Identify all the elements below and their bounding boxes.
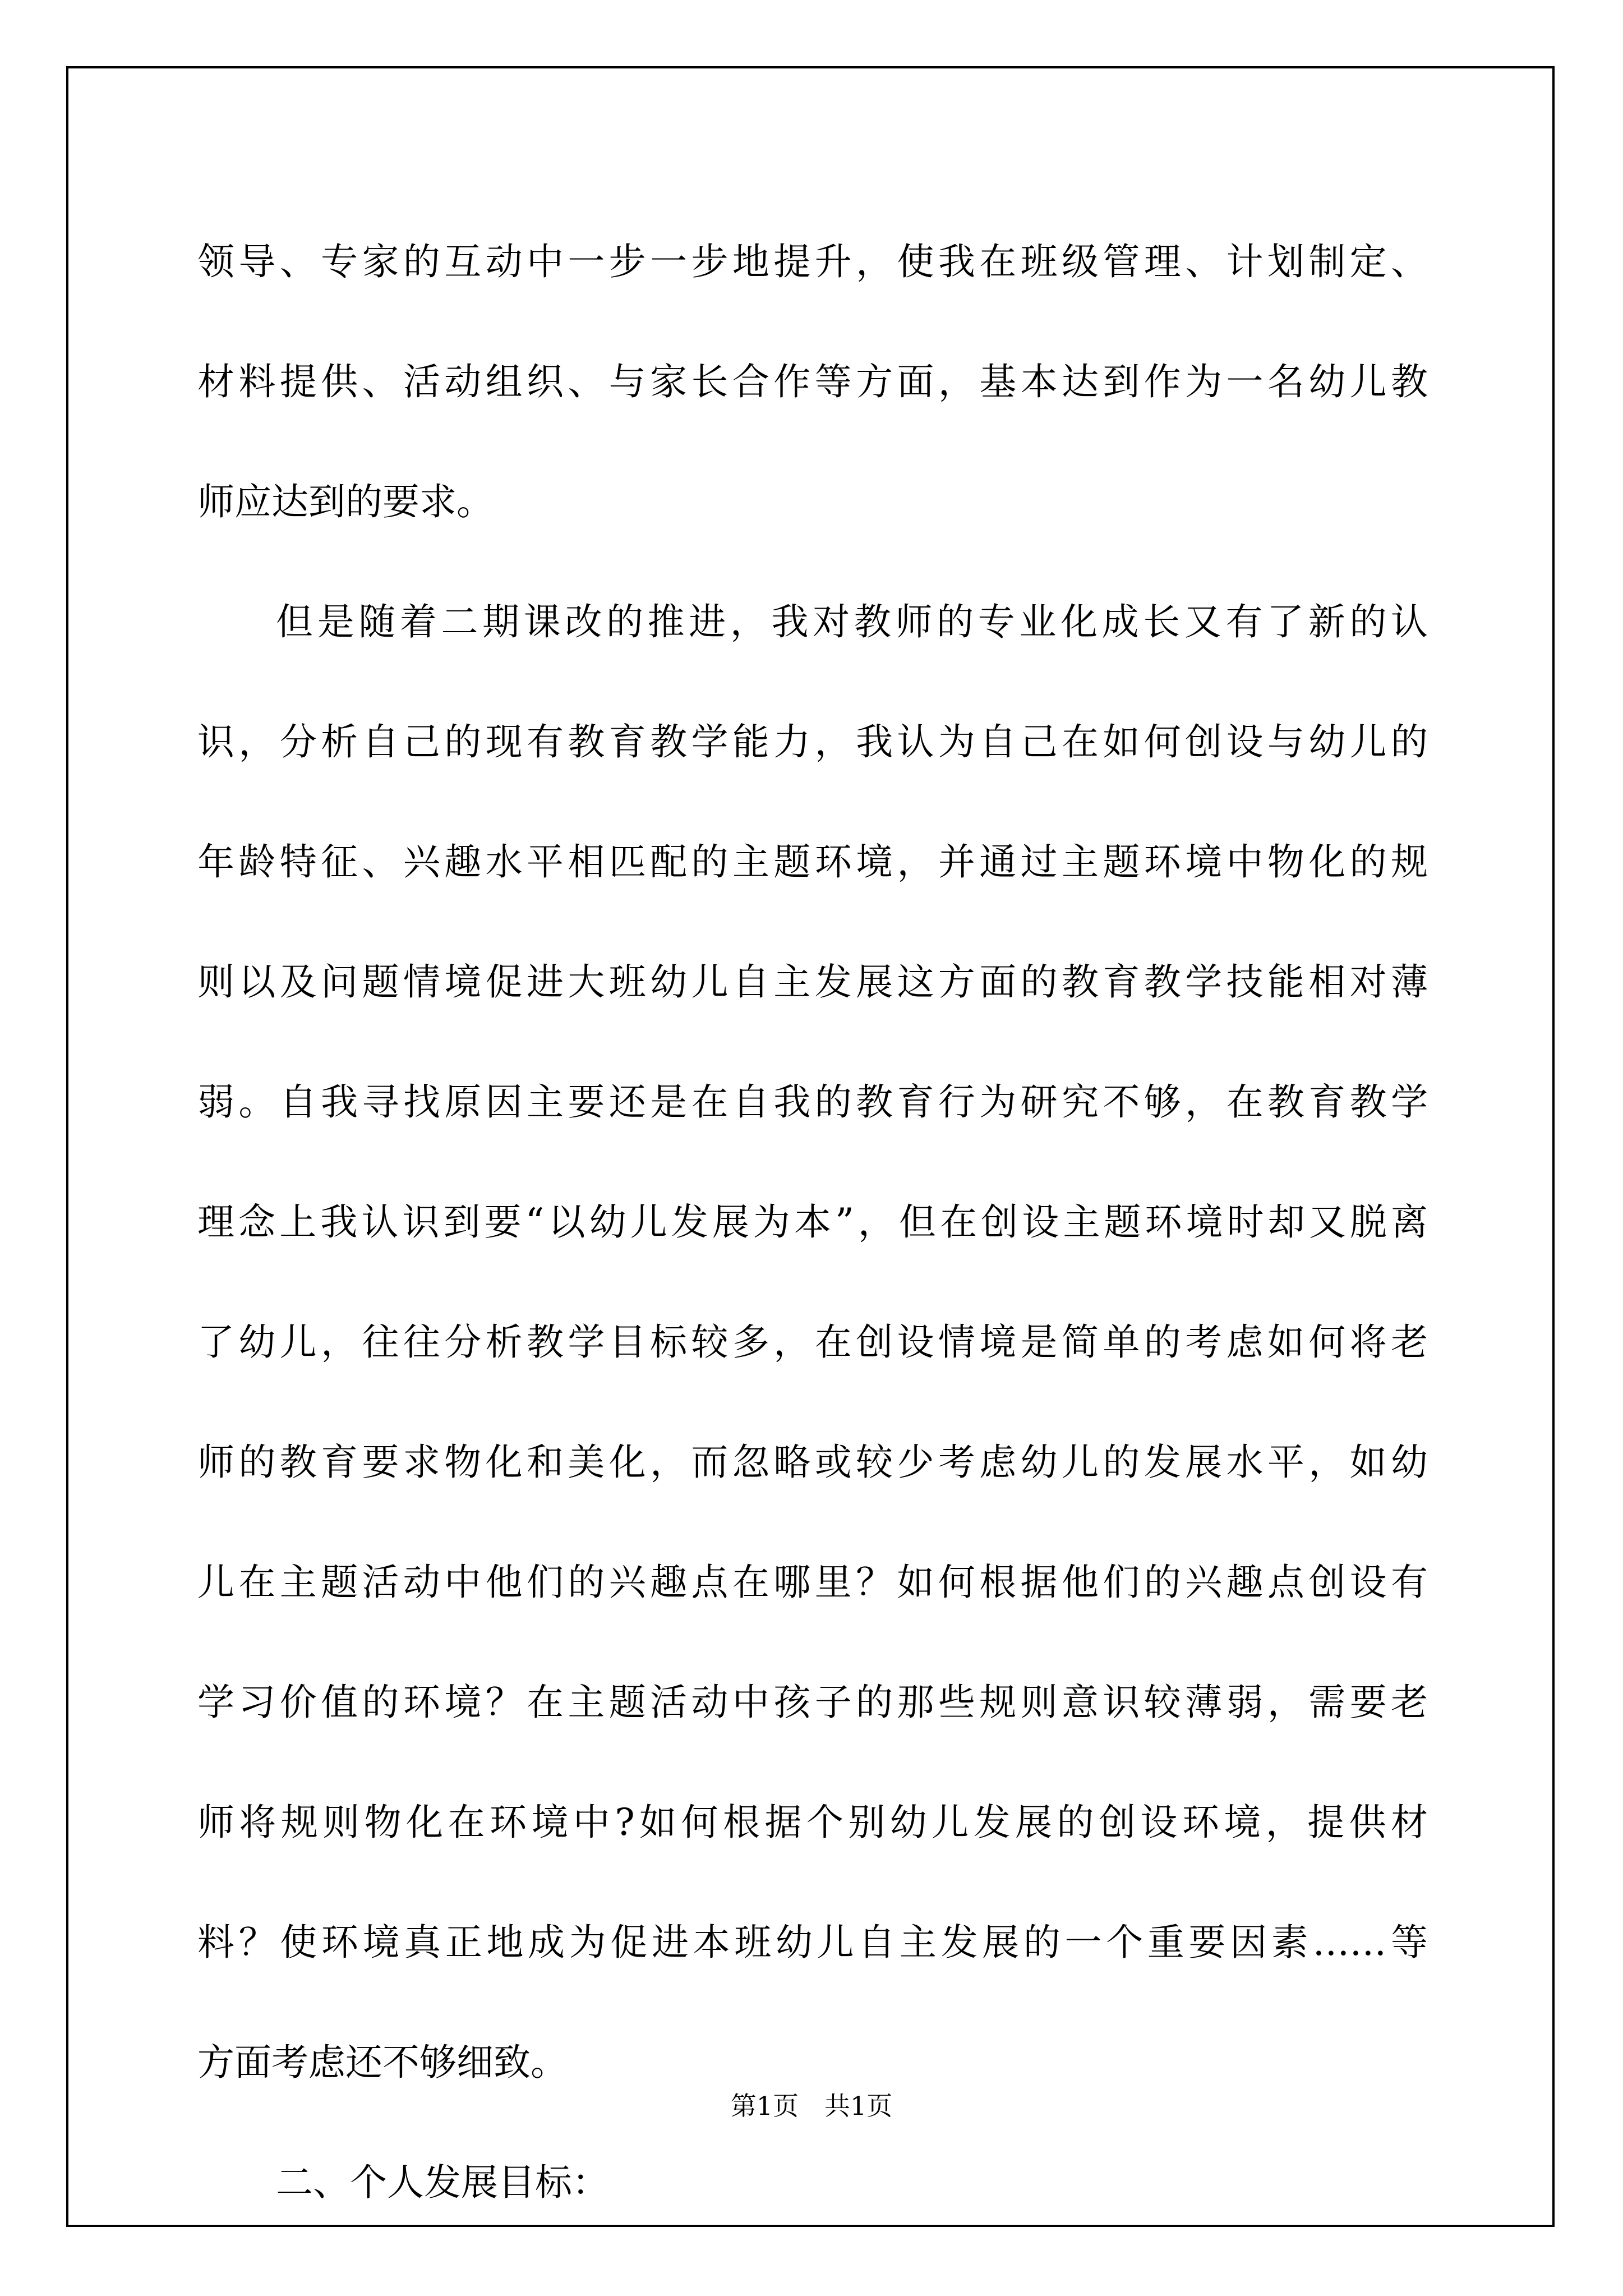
text-line: 年龄特征、兴趣水平相匹配的主题环境，并通过主题环境中物化的规 (197, 840, 1428, 884)
text-line: 材料提供、活动组织、与家长合作等方面，基本达到作为一名幼儿教 (197, 360, 1428, 403)
text-line: 师将规则物化在环境中?如何根据个别幼儿发展的创设环境，提供材 (197, 1801, 1428, 1844)
text-line: 识，分析自己的现有教育教学能力，我认为自己在如何创设与幼儿的 (197, 720, 1428, 763)
page-footer: 第1页 共1页 (730, 2091, 893, 2121)
text-line: 了幼儿，往往分析教学目标较多，在创设情境是简单的考虑如何将老 (197, 1320, 1428, 1364)
text-line: 弱。自我寻找原因主要还是在自我的教育行为研究不够，在教育教学 (197, 1080, 1428, 1124)
text-line: 领导、专家的互动中一步一步地提升，使我在班级管理、计划制定、 (197, 240, 1428, 283)
text-line: 师应达到的要求。 (197, 480, 494, 523)
text-line: 理念上我认识到要“以幼儿发展为本”，但在创设主题环境时却又脱离 (197, 1200, 1428, 1244)
section-heading: 二、个人发展目标： (276, 2161, 609, 2204)
text-line: 师的教育要求物化和美化，而忽略或较少考虑幼儿的发展水平，如幼 (197, 1441, 1428, 1484)
text-line: 料？使环境真正地成为促进本班幼儿自主发展的一个重要因素……等 (197, 1921, 1428, 1964)
text-line: 儿在主题活动中他们的兴趣点在哪里？如何根据他们的兴趣点创设有 (197, 1561, 1428, 1604)
text-line: 则以及问题情境促进大班幼儿自主发展这方面的教育教学技能相对薄 (197, 960, 1428, 1004)
text-line: 学习价值的环境？在主题活动中孩子的那些规则意识较薄弱，需要老 (197, 1681, 1428, 1724)
text-line: 但是随着二期课改的推进，我对教师的专业化成长又有了新的认 (276, 600, 1428, 643)
document-body (197, 202, 1428, 2243)
text-line: 方面考虑还不够细致。 (197, 2041, 568, 2084)
